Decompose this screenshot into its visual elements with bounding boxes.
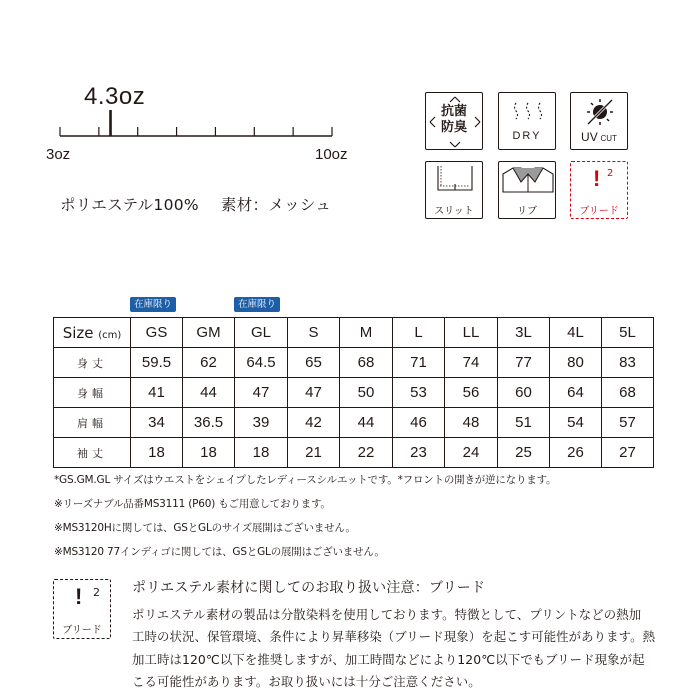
dry-waves-icon xyxy=(499,93,557,151)
rib-label: リブ xyxy=(517,206,537,217)
note-item: ※MS3120Hに関しては、GSとGLのサイズ展開はございません。 xyxy=(54,522,356,534)
bleed-notice-number: 2 xyxy=(93,586,100,599)
bleed-notice-icon-label: ブリード xyxy=(62,625,102,636)
size-row-sleeve-length xyxy=(54,438,654,468)
size-col-3l: 3L xyxy=(498,318,550,348)
table-cell: 25 xyxy=(498,438,550,468)
uv-text: UV xyxy=(581,130,598,144)
table-cell: 18 xyxy=(235,438,288,468)
uv-cut-badge xyxy=(570,92,628,150)
bleed-badge xyxy=(570,161,628,219)
row-label: 袖丈 xyxy=(54,438,131,468)
table-cell: 46 xyxy=(393,408,445,438)
table-cell: 53 xyxy=(393,378,445,408)
size-col-gl: GL xyxy=(235,318,288,348)
scale-min-label: 3oz xyxy=(46,146,71,163)
material-composition: ポリエステル100% xyxy=(60,196,199,214)
fabric-weight-value: 4.3oz xyxy=(84,83,146,110)
slit-label: スリット xyxy=(434,206,474,217)
size-header-label xyxy=(54,318,131,348)
table-cell: 18 xyxy=(131,438,183,468)
table-cell: 48 xyxy=(445,408,498,438)
size-col-ll: LL xyxy=(445,318,498,348)
table-cell: 42 xyxy=(288,408,340,438)
size-col-m: M xyxy=(340,318,393,348)
size-col-5l: 5L xyxy=(602,318,654,348)
size-col-l: L xyxy=(393,318,445,348)
size-row-body-width xyxy=(54,378,654,408)
unit-cm-text: (cm) xyxy=(98,329,122,341)
table-cell: 44 xyxy=(183,378,235,408)
table-cell: 54 xyxy=(550,408,602,438)
bleed-notice-body xyxy=(132,604,662,693)
table-cell: 27 xyxy=(602,438,654,468)
size-col-4l: 4L xyxy=(550,318,602,348)
table-cell: 50 xyxy=(340,378,393,408)
scale-ticks xyxy=(60,127,332,136)
dry-badge xyxy=(498,92,556,150)
table-cell: 41 xyxy=(131,378,183,408)
stock-tag-gl: 在庫限り xyxy=(234,297,280,312)
note-item: ※リーズナブル品番MS3111 (P60) もご用意しております。 xyxy=(54,498,331,510)
table-cell: 22 xyxy=(340,438,393,468)
bleed-badge-label: ブリード xyxy=(579,206,619,217)
table-cell: 64 xyxy=(550,378,602,408)
stock-tag-gs: 在庫限り xyxy=(130,297,176,312)
slit-badge xyxy=(425,161,483,219)
row-label: 身丈 xyxy=(54,348,131,378)
size-row-body-length xyxy=(54,348,654,378)
table-cell: 65 xyxy=(288,348,340,378)
uv-cut-label xyxy=(571,130,627,144)
table-cell: 18 xyxy=(183,438,235,468)
size-header-row xyxy=(54,318,654,348)
table-cell: 24 xyxy=(445,438,498,468)
table-cell: 74 xyxy=(445,348,498,378)
exclamation-icon: ! xyxy=(593,166,601,191)
rib-badge xyxy=(498,161,556,219)
table-cell: 26 xyxy=(550,438,602,468)
antibacterial-deodorant-badge xyxy=(425,92,483,150)
bleed-notice-title: ポリエステル素材に関してのお取り扱い注意：ブリード xyxy=(132,580,486,596)
table-cell: 68 xyxy=(602,378,654,408)
size-col-s: S xyxy=(288,318,340,348)
size-row-shoulder-width xyxy=(54,408,654,438)
bleed-body-line: 加工時は120℃以下を推奨しますが、加工時間などにより120℃以下でもブリード現象が起 xyxy=(132,651,645,667)
table-cell: 36.5 xyxy=(183,408,235,438)
size-col-gs: GS xyxy=(131,318,183,348)
size-table xyxy=(53,317,654,468)
table-cell: 59.5 xyxy=(131,348,183,378)
table-cell: 39 xyxy=(235,408,288,438)
size-col-gm: GM xyxy=(183,318,235,348)
bleed-notice-icon xyxy=(53,579,111,639)
table-cell: 47 xyxy=(235,378,288,408)
table-cell: 83 xyxy=(602,348,654,378)
table-cell: 44 xyxy=(340,408,393,438)
note-item: ※MS3120 77インディゴに関しては、GSとGLの展開はございません。 xyxy=(54,546,385,558)
table-cell: 34 xyxy=(131,408,183,438)
exclamation-icon: ! xyxy=(75,584,83,609)
table-cell: 71 xyxy=(393,348,445,378)
bleed-body-line: ポリエステル素材の製品は分散染料を使用しております。特徴として、プリントなどの熱加 xyxy=(132,607,642,622)
row-label: 身幅 xyxy=(54,378,131,408)
bleed-body-line: こる可能性があります。お取り扱いには十分ご注意ください。 xyxy=(132,673,481,689)
table-cell: 64.5 xyxy=(235,348,288,378)
table-cell: 80 xyxy=(550,348,602,378)
weight-scale xyxy=(55,108,345,148)
material-fabric: 素材：メッシュ xyxy=(220,196,332,214)
dry-label: DRY xyxy=(512,130,542,142)
bleed-badge-number: 2 xyxy=(607,168,614,179)
size-notes xyxy=(54,468,556,564)
table-cell: 62 xyxy=(183,348,235,378)
badge-text-antibacterial: 抗菌 xyxy=(440,104,467,119)
size-label-text: Size xyxy=(62,323,94,342)
table-cell: 47 xyxy=(288,378,340,408)
table-cell: 68 xyxy=(340,348,393,378)
cut-text: CUT xyxy=(600,134,617,143)
table-cell: 56 xyxy=(445,378,498,408)
note-item: *GS.GM.GL サイズはウエストをシェイプしたレディースシルエットです。*フロントの開きが逆になります。 xyxy=(54,474,557,486)
table-cell: 21 xyxy=(288,438,340,468)
scale-max-label: 10oz xyxy=(315,146,348,163)
table-cell: 77 xyxy=(498,348,550,378)
table-cell: 57 xyxy=(602,408,654,438)
material-info xyxy=(60,193,353,215)
table-cell: 51 xyxy=(498,408,550,438)
badge-text-deodorant: 防臭 xyxy=(440,120,467,135)
row-label: 肩幅 xyxy=(54,408,131,438)
bleed-body-line: 工時の状況、保管環境、条件により昇華移染（ブリード現象）を起こす可能性があります。熱 xyxy=(132,629,656,645)
table-cell: 23 xyxy=(393,438,445,468)
table-cell: 60 xyxy=(498,378,550,408)
